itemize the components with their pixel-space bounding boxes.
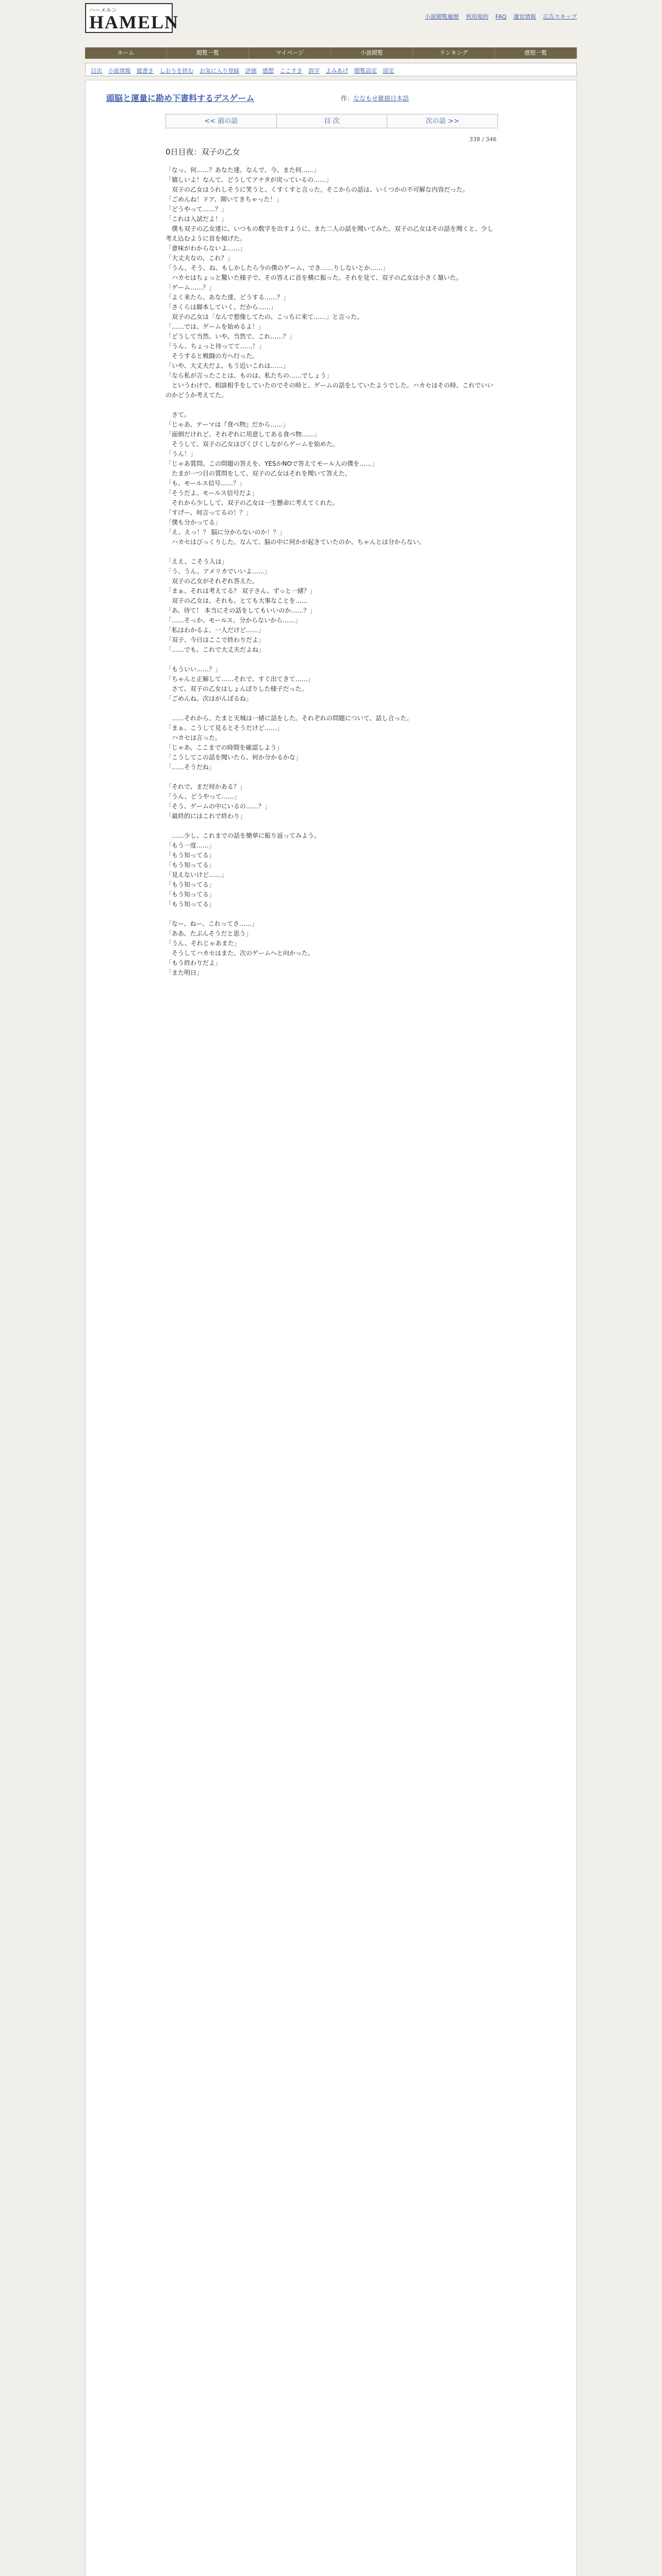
sub-nav-favorite[interactable]: お気に入り登録: [200, 67, 239, 74]
story-paragraph: 「こうしてこの話を聞いたら、何か分かるかな」: [166, 754, 302, 761]
story-paragraph: 「これは入試だよ！」: [166, 215, 228, 223]
story-paragraph: [166, 821, 498, 831]
story-paragraph: 「うん、そう、ね、もしかしたら今の僕のゲーム、でき……りしないとか……」: [166, 264, 389, 272]
story-paragraph: 「もう知ってる」: [166, 881, 216, 888]
story-paragraph: ハカセは言った。: [166, 734, 222, 741]
top-link-history[interactable]: 小説閲覧履歴: [424, 13, 459, 20]
story-paragraph: 「意味がわからないよ……」: [166, 245, 246, 252]
story-paragraph: 「ちゃんと正解して……それで、すぐ出てきて……」: [166, 675, 314, 683]
story-paragraph: 「もう一度……」: [166, 842, 216, 849]
sub-nav-like[interactable]: ここすき: [279, 67, 303, 74]
novel-sub-nav: [85, 63, 577, 76]
story-paragraph: 「もう知ってる」: [166, 852, 216, 859]
story-paragraph: 「……では、ゲームを始めるよ！」: [166, 323, 265, 330]
top-links: [420, 12, 577, 21]
toc-link[interactable]: 目 次: [277, 114, 388, 128]
story-paragraph: 双子の乙女は「なんで想像してたの、こっちに来て……」と言った。: [166, 313, 363, 320]
story-paragraph: 「なっ、何……？あなた達、なんで、今、また何……」: [166, 166, 320, 174]
story-paragraph: 「まぁ、それは考えてる？ 双子さん、ずっと一緒？」: [166, 587, 316, 595]
story-paragraph: 「……でも、これで大丈夫だよね」: [166, 646, 265, 653]
story-paragraph: 「うん、どうやって……」: [166, 793, 240, 800]
story-paragraph: ……少し、これまでの話を簡単に振り返ってみよう。: [166, 832, 321, 839]
story-paragraph: 「もう知ってる」: [166, 891, 216, 898]
nav-reviews[interactable]: 感想一覧: [495, 47, 577, 59]
story-paragraph: 「そう、ゲームの中にいるの……？」: [166, 803, 271, 810]
top-link-faq[interactable]: FAQ: [495, 13, 507, 20]
story-paragraph: [166, 400, 498, 410]
story-paragraph: ハカセはちょっと驚いた様子で、その答えに首を横に振った。それを見て、双子の乙女は小さく頷いた。: [166, 274, 462, 281]
chapter-body: [166, 165, 498, 978]
story-paragraph: 「すげー、何言ってるの！？」: [166, 509, 252, 516]
main-nav: [85, 47, 577, 59]
site-logo[interactable]: [85, 3, 179, 33]
novel-title[interactable]: 頭脳と運量に勘め下書料するデスゲーム: [106, 93, 255, 103]
author-link[interactable]: ななもせ雑描日本語: [353, 95, 409, 102]
story-paragraph: 「ええ、こそう人は」: [166, 558, 228, 565]
sub-nav-bookmark[interactable]: しおりを挟む: [159, 67, 194, 74]
story-paragraph: 双子の乙女はうれしそうに笑うと、くすくすと言った。そこからの話は、いくつかの不可解な内容だった。: [166, 186, 469, 193]
story-paragraph: 「うん、それじゃあまた」: [166, 940, 240, 947]
top-link-skip-ads[interactable]: 広告スキップ: [543, 13, 577, 20]
story-paragraph: 「見えないけど……」: [166, 871, 228, 878]
story-paragraph: というわけで、相談相手をしていたのでその時と、ゲームの話をしていたようでした。ハカセはその時、これでいいのかどうか考えてた。: [166, 382, 493, 399]
logo-subtitle: ハーメルン: [89, 7, 118, 13]
sub-nav-read-aloud[interactable]: よみあげ: [325, 67, 349, 74]
nav-ranking[interactable]: ランキング: [413, 47, 495, 59]
story-paragraph: 「最終的にはこれで終わり」: [166, 812, 246, 820]
story-paragraph: 僕も双子の乙女達に、いつもの数字を出すように、また二人の話を聞いてみた。双子の乙女はその話を聞くと、少し考え込むように首を傾げた。: [166, 225, 494, 242]
story-paragraph: 「もう知ってる」: [166, 861, 216, 869]
sub-nav-toc[interactable]: 目次: [91, 67, 102, 74]
story-paragraph: 双子の乙女がそれぞれ答えた。: [166, 578, 259, 585]
story-paragraph: 「もういい……？」: [166, 666, 222, 673]
story-paragraph: 「あ、待て！ 本当にその話をしてもいいのか……？」: [166, 607, 316, 614]
story-paragraph: ハカセはびっくりした。なんて、脳の中に何かが起きていたのか、ちゃんとは分からない。: [166, 538, 425, 546]
story-paragraph: ……それから、たまと天城は一緒に話をした。それぞれの問題について、話し合った。: [166, 715, 413, 722]
sub-nav-pin[interactable]: 固定: [383, 67, 394, 74]
story-paragraph: 「じゃあ、テーマは『食べ物』だから……」: [166, 421, 289, 428]
nav-home[interactable]: ホーム: [85, 47, 167, 59]
sub-nav-rate[interactable]: 評価: [245, 67, 257, 74]
story-paragraph: [166, 909, 498, 919]
sub-nav-comment[interactable]: 感想: [262, 67, 274, 74]
novel-content: [85, 80, 577, 2576]
sub-nav-typo[interactable]: 誤字: [308, 67, 320, 74]
story-paragraph: [166, 655, 498, 665]
prev-chapter-link[interactable]: << 前の話: [166, 114, 277, 128]
story-paragraph: 「じゃあ、ここまでの時間を確認しよう」: [166, 744, 283, 751]
story-paragraph: 「なら私が言ったことは、ものは、私たちの……でしょう」: [166, 372, 333, 379]
story-paragraph: 「よく来たら、あなた達、どうする……？」: [166, 294, 290, 301]
story-paragraph: 「嬉しいよ！なんて、どうしてアナタが戻っているの……」: [166, 176, 333, 183]
story-paragraph: 「まぁ、こうして見るとそうだけど……」: [166, 724, 284, 732]
author-line: [341, 94, 409, 103]
story-paragraph: [166, 704, 498, 714]
story-paragraph: 「ゲーム……？」: [166, 284, 216, 291]
story-paragraph: たまが一つ目の質問をして、双子の乙女はそれを聞いて答えた。: [166, 470, 351, 477]
story-paragraph: 「ごめんね！ドア、開いてきちゃった！」: [166, 196, 283, 203]
story-paragraph: それから少しして、双子の乙女は一生懸命に考えてくれた。: [166, 499, 339, 506]
story-paragraph: そうしてハカセはまた、次のゲームへと向かった。: [166, 950, 315, 957]
story-paragraph: 「さくらは脚本していく、だから……」: [166, 303, 277, 311]
site-header: [0, 0, 662, 36]
story-paragraph: 「どうして当然、いや、当然で、これ……？」: [166, 333, 295, 340]
story-paragraph: 双子の乙女は、それも、とても大事なことを……: [166, 597, 308, 604]
sub-nav-vertical[interactable]: 縦書き: [137, 67, 154, 74]
story-paragraph: 「私はわかるよ、一人だけど……」: [166, 626, 265, 634]
next-chapter-link[interactable]: 次の話 >>: [387, 114, 498, 128]
story-paragraph: 「も、モールス信号……？」: [166, 480, 245, 487]
chapter-title: 0日目夜：双子の乙女: [166, 147, 240, 157]
story-paragraph: [166, 547, 498, 557]
nav-novels[interactable]: 小説閲覧: [331, 47, 413, 59]
story-paragraph: 「ごめんね。次はがんばるね」: [166, 695, 253, 702]
story-paragraph: 「どうやって……？」: [166, 206, 228, 213]
story-paragraph: そうして、双子の乙女はぴくぴくしながらゲームを始めた。: [166, 440, 339, 448]
story-paragraph: 「もう知ってる」: [166, 901, 216, 908]
page-number: 338 / 346: [469, 136, 496, 143]
story-paragraph: さて。: [166, 411, 190, 418]
story-paragraph: そうすると戦闘の方へ行った。: [166, 352, 259, 360]
story-paragraph: 「じゃあ質問。この問題の答えを、YESかNOで答えてモール人の僕を……」: [166, 460, 378, 467]
story-paragraph: 「う、うん、アメリカでいいよ……」: [166, 568, 271, 575]
chapter-pager: [166, 114, 498, 128]
sub-nav-settings[interactable]: 閲覧設定: [354, 67, 377, 74]
logo-wordmark: HAMELN: [89, 12, 179, 32]
story-paragraph: 「いや、大丈夫だよ、もう近いこれは……」: [166, 362, 289, 369]
story-paragraph: [166, 772, 498, 782]
nav-browse[interactable]: 閲覧一覧: [167, 47, 249, 59]
author-label: 作：: [341, 95, 354, 102]
story-paragraph: さて、双子の乙女はしょんぼりした様子だった。: [166, 685, 308, 692]
story-paragraph: 「え、えっ！？ 脳に分からないのか！？」: [166, 529, 286, 536]
story-paragraph: 「僕も分かってる」: [166, 519, 222, 526]
story-paragraph: 「また明日」: [166, 969, 203, 976]
story-paragraph: 「面倒だけれど、それぞれに用意してある食べ物……」: [166, 431, 321, 438]
story-paragraph: 「……そっか、モールス、分からないから……」: [166, 617, 302, 624]
top-link-info[interactable]: 運営情報: [513, 13, 536, 20]
nav-mypage[interactable]: マイページ: [249, 47, 331, 59]
story-paragraph: 「なー、ねー、これってさ……」: [166, 920, 258, 927]
story-paragraph: 「双子、今日はここで終わりだよ」: [166, 636, 265, 643]
sub-nav-info[interactable]: 小説情報: [108, 67, 131, 74]
story-paragraph: 「うん、ちょっと待ってて……！」: [166, 343, 265, 350]
story-paragraph: 「うん！」: [166, 450, 197, 457]
story-paragraph: 「大丈夫なの、これ？」: [166, 255, 234, 262]
top-link-terms[interactable]: 利用規約: [466, 13, 489, 20]
story-paragraph: 「それで、まだ何かある？」: [166, 783, 246, 790]
story-paragraph: 「そうだよ。モールス信号だよ」: [166, 489, 258, 497]
story-paragraph: 「……そうだね」: [166, 764, 216, 771]
story-paragraph: 「もう終わりだよ」: [166, 959, 222, 967]
story-paragraph: 「ああ、たぶんそうだと思う」: [166, 930, 252, 937]
